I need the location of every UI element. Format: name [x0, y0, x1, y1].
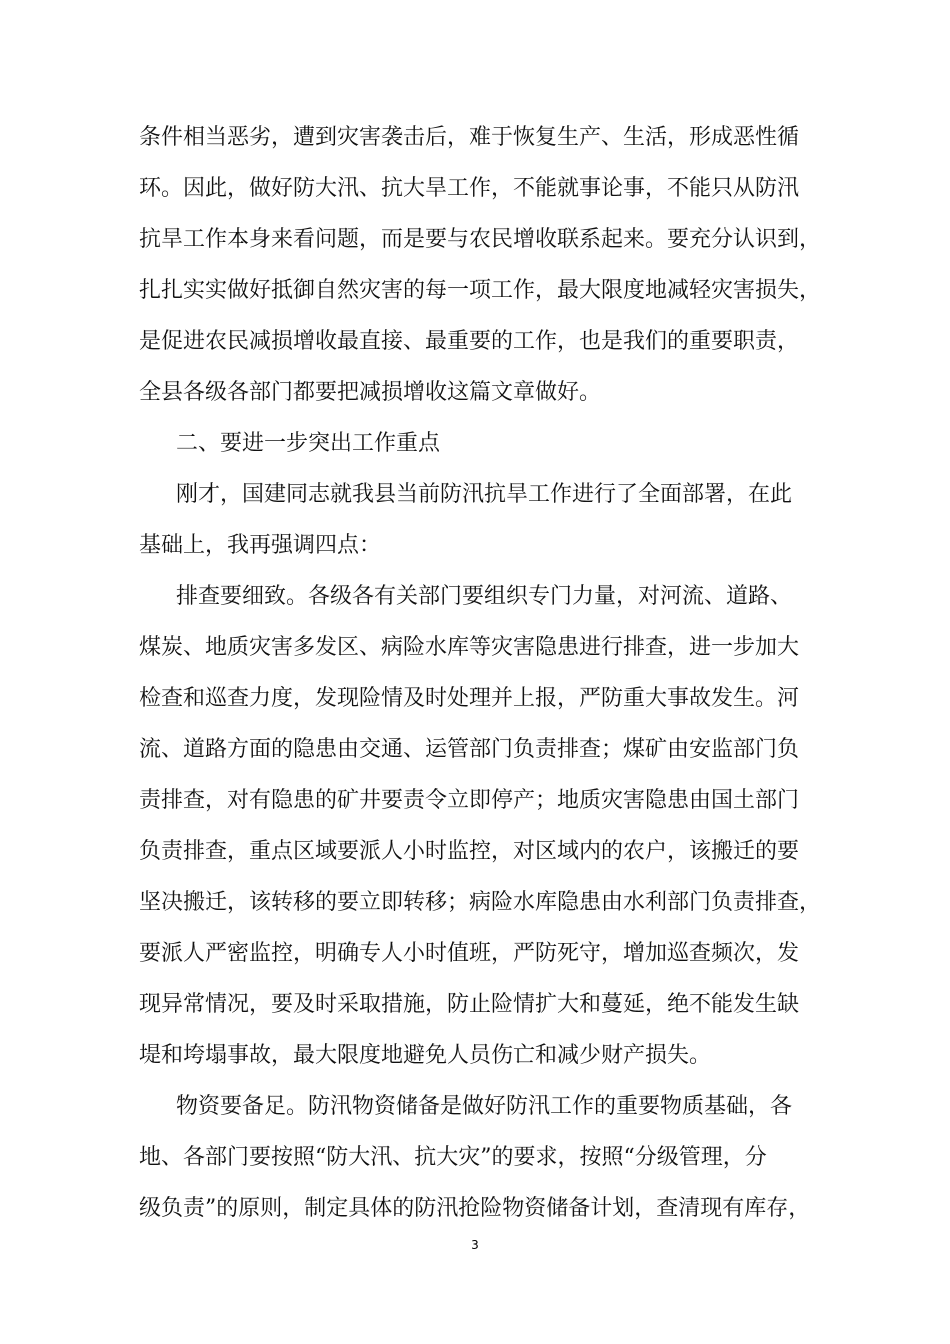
body-line: 全县各级各部门都要把减损增收这篇文章做好。 [139, 380, 602, 405]
body-line: 环。因此，做好防大汛、抗大旱工作，不能就事论事，不能只从防汛 [139, 176, 800, 201]
body-line: 刚才，国建同志就我县当前防汛抗旱工作进行了全面部署，在此 [176, 482, 793, 507]
body-line: 物资要备足。防汛物资储备是做好防汛工作的重要物质基础，各 [176, 1094, 793, 1119]
body-line: 检查和巡查力度，发现险情及时处理并上报，严防重大事故发生。河 [139, 686, 800, 711]
body-line: 级负责”的原则，制定具体的防汛抢险物资储备计划，查清现有库存， [139, 1196, 811, 1221]
section-heading: 二、要进一步突出工作重点 [176, 431, 441, 456]
body-line: 负责排查，重点区域要派人小时监控，对区域内的农户，该搬迁的要 [139, 839, 800, 864]
body-line: 流、道路方面的隐患由交通、运管部门负责排查；煤矿由安监部门负 [139, 737, 800, 762]
body-line: 堤和垮塌事故，最大限度地避免人员伤亡和减少财产损失。 [139, 1043, 712, 1068]
body-line: 地、各部门要按照“防大汛、抗大灾”的要求，按照“分级管理，分 [139, 1145, 767, 1170]
body-line: 煤炭、地质灾害多发区、病险水库等灾害隐患进行排查，进一步加大 [139, 635, 800, 660]
body-line: 基础上，我再强调四点： [139, 533, 382, 558]
body-line: 要派人严密监控，明确专人小时值班，严防死守，增加巡查频次，发 [139, 941, 800, 966]
body-line: 条件相当恶劣，遭到灾害袭击后，难于恢复生产、生活，形成恶性循 [139, 125, 800, 150]
body-line: 扎扎实实做好抵御自然灾害的每一项工作，最大限度地减轻灾害损失， [139, 278, 822, 303]
body-line: 抗旱工作本身来看问题，而是要与农民增收联系起来。要充分认识到， [139, 227, 822, 252]
body-line: 现异常情况，要及时采取措施，防止险情扩大和蔓延，绝不能发生缺 [139, 992, 800, 1017]
body-line: 排查要细致。各级各有关部门要组织专门力量，对河流、道路、 [176, 584, 793, 609]
body-line: 坚决搬迁，该转移的要立即转移；病险水库隐患由水利部门负责排查， [139, 890, 822, 915]
body-line: 责排查，对有隐患的矿井要责令立即停产；地质灾害隐患由国土部门 [139, 788, 800, 813]
body-line: 是促进农民减损增收最直接、最重要的工作，也是我们的重要职责， [139, 329, 800, 354]
page-number: 3 [471, 1238, 479, 1252]
